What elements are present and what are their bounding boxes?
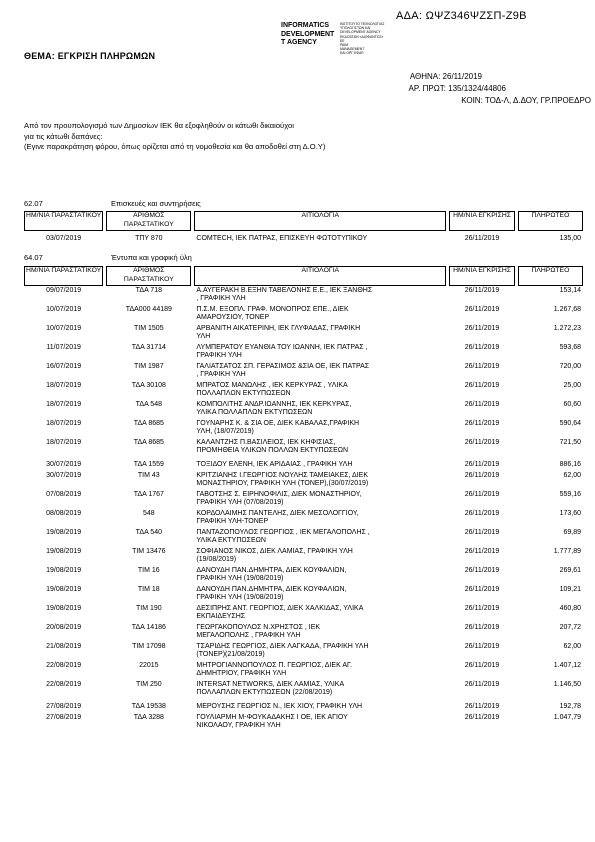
cell-approval-date: 26/11/2019 (464, 703, 500, 710)
cell-description (194, 490, 446, 509)
description-line: ΝΙΚΟΛΑΟΥ, ΓΡΑΦΙΚΗ ΥΛΗ (196, 722, 281, 730)
cell-description (194, 438, 446, 457)
description-line: , ΓΡΑΦΙΚΗ ΥΛΗ (196, 295, 246, 303)
cell-approval-date: 26/11/2019 (464, 420, 500, 427)
cell-invoice-number: 548 (142, 510, 155, 517)
description-line: ΓΟΥΝΑΡΗΣ Κ. & ΣΙΑ ΟΕ, ΔΙΕΚ ΚΑΒΑΛΑΣ,ΓΡΑΦΙΚΗ (196, 420, 360, 427)
cell-invoice-date: 19/08/2019 (46, 605, 82, 612)
cell-invoice-number: ΤΠΥ 870 (135, 235, 163, 242)
description-line: ΤΣΑΡΙΔΗΣ ΓΕΩΡΓΙΟΣ, ΔΙΕΚ ΛΑΓΚΑΔΑ, ΓΡΑΦΙΚΗ ΥΛΗ (196, 643, 369, 650)
table-header-row (24, 266, 583, 286)
org-small-text (340, 22, 384, 56)
cell-invoice-number: ΤΙΜ 190 (135, 605, 162, 612)
protocol-number: ΑΡ. ΠΡΩΤ: 135/1324/44806 (408, 84, 506, 93)
cell-approval-date: 26/11/2019 (464, 605, 500, 612)
cell-amount: 60,60 (563, 401, 581, 408)
table-row (24, 457, 583, 471)
recipients-cc: ΚΟΙΝ: ΤΟΔ-Λ, Δ.ΔΟΥ, ΓΡ.ΠΡΟΕΔΡΟ (461, 96, 591, 105)
column-header-amount: ΠΛΗΡΩΤΕΟ (518, 211, 583, 231)
table-row (24, 661, 583, 680)
description-line: ΓΡΑΦΙΚΗ ΥΛΗ (19/08/2019) (196, 575, 284, 583)
column-header-description: ΑΙΤΙΟΛΟΓΙΑ (194, 211, 446, 231)
cell-invoice-number: ΤΔΑ 3288 (133, 714, 164, 721)
cell-description (194, 471, 446, 490)
cell-invoice-number: ΤΔΑ 19538 (131, 703, 166, 710)
table-row (24, 231, 583, 245)
intro-line: (Εγινε παρακράτηση φόρου, όπως ορίζεται από τη νομοθεσία και θα αποδοθεί στη Δ.Ο.Υ) (24, 142, 326, 151)
description-line: ΔΕΣΙΠΡΗΣ ΑΝΤ. ΓΕΩΡΓΙΟΣ, ΔΙΕΚ ΧΑΛΚΙΔΑΣ, ΥΛΙΚΑ (196, 605, 364, 612)
column-header-invoice: ΑΡΙΘΜΟΣ ΠΑΡΑΣΤΑΤΙΚΟΥ (106, 266, 191, 286)
cell-amount: 1.146,50 (553, 681, 581, 688)
column-header-date: ΗΜ/ΝΙΑ ΠΑΡΑΣΤΑΤΙΚΟΥ (24, 266, 103, 286)
table-row (24, 490, 583, 509)
cell-invoice-date: 03/07/2019 (46, 235, 82, 242)
description-line: ΚΑΛΑΝΤΖΗΣ Π.ΒΑΣΙΛΕΙΟΣ, ΙΕΚ ΚΗΦΙΣΙΑΣ, (196, 439, 336, 446)
description-line: ΓΡΑΦΙΚΗ ΥΛΗ (19/08/2019) (196, 594, 284, 602)
description-line: ΚΟΡΔΟΛΑΙΜΗΣ ΠΑΝΤΕΛΗΣ, ΔΙΕΚ ΜΕΣΟΛΟΓΓΙΟΥ, (196, 510, 359, 517)
intro-line: Από τον προυπολογισμό των Δημοσίων ΙΕΚ θα εξοφληθούν οι κάτωθι δικαιούχοι (24, 121, 294, 130)
table-row (24, 699, 583, 713)
cell-invoice-number: ΤΙΜ 18 (137, 586, 160, 593)
description-line: ΥΛΙΚΑ ΠΟΛΛΑΠΛΩΝ ΕΚΤΥΠΩΣΕΩΝ (196, 409, 313, 417)
cell-invoice-date: 22/08/2019 (46, 681, 82, 688)
table-row (24, 713, 583, 732)
org-small-line: ΚΑΙ ΟΡΓ ΕΦΑΡ. (340, 51, 365, 56)
cell-invoice-number: ΤΙΜ 17098 (132, 643, 166, 650)
table-header-row (24, 211, 583, 231)
cell-amount: 593,68 (559, 344, 581, 351)
cell-approval-date: 26/11/2019 (464, 491, 500, 498)
cell-invoice-number: ΤΔΑ 718 (135, 287, 162, 294)
cell-invoice-number: ΤΔΑ 1559 (133, 461, 164, 468)
description-line: (19/08/2019) (196, 556, 237, 564)
cell-amount: 1.267,68 (553, 306, 581, 313)
cell-amount: 69,89 (563, 529, 581, 536)
cell-invoice-date: 27/08/2019 (46, 703, 82, 710)
table-row (24, 419, 583, 438)
description-line: ΜΗΤΡΟΓΙΑΝΝΟΠΟΥΛΟΣ Π. ΓΕΩΡΓΙΟΣ, ΔΙΕΚ ΑΓ. (196, 662, 353, 669)
cell-approval-date: 26/11/2019 (464, 567, 500, 574)
description-line: ΥΛΗ (196, 333, 211, 341)
cell-description (194, 699, 446, 713)
intro-paragraph (24, 121, 584, 153)
cell-invoice-number: ΤΙΜ 250 (135, 681, 162, 688)
table-row (24, 566, 583, 585)
payments-table (24, 211, 583, 245)
table-row (24, 381, 583, 400)
intro-line: για τις κάτωθι δαπάνες: (24, 131, 103, 141)
description-line: ΜΠΡΑΤΟΣ ΜΑΝΩΛΗΣ , ΙΕΚ ΚΕΡΚΥΡΑΣ , ΥΛΙΚΑ (196, 382, 348, 389)
description-line: (ΤΟΝΕΡ)(21/08/2019) (196, 651, 265, 659)
org-small-line: ΙΝΣΤΙΤΟΥΤΟ ΤΕΧΝΟΛΟΓΙΑΣ (340, 22, 385, 26)
description-line: ΣΟΦΙΑΝΟΣ ΝΙΚΟΣ, ΔΙΕΚ ΛΑΜΙΑΣ, ΓΡΑΦΙΚΗ ΥΛΗ (196, 548, 353, 555)
cell-amount: 207,72 (559, 624, 581, 631)
cell-description (194, 400, 446, 419)
cell-invoice-number: ΤΙΜ 43 (137, 472, 160, 479)
cell-approval-date: 26/11/2019 (464, 510, 500, 517)
cell-description (194, 623, 446, 642)
column-header-description: ΑΙΤΙΟΛΟΓΙΑ (194, 266, 446, 286)
description-line: ΑΜΑΡΟΥΣΙΟΥ, ΤΟΝΕΡ (196, 314, 270, 322)
cell-invoice-number: ΤΔΑ000 44189 (125, 306, 172, 313)
cell-description (194, 343, 446, 362)
description-line: ΠΑΝΤΑΖΟΠΟΥΛΟΣ ΓΕΩΡΓΙΟΣ , ΙΕΚ ΜΕΓΑΛΟΠΟΛΗΣ , (196, 529, 370, 536)
cell-amount: 1.047,79 (553, 714, 581, 721)
cell-approval-date: 26/11/2019 (464, 529, 500, 536)
cell-amount: 25,00 (563, 382, 581, 389)
cell-approval-date: 26/11/2019 (464, 325, 500, 332)
org-line: T AGENCY (281, 39, 317, 46)
cell-invoice-number: ΤΙΜ 13476 (132, 548, 166, 555)
table-row (24, 547, 583, 566)
cell-invoice-number: ΤΔΑ 31714 (131, 344, 166, 351)
cell-invoice-number: ΤΔΑ 1767 (133, 491, 164, 498)
org-small-line: PAIM (340, 43, 349, 48)
description-line: ΠΡΟΜΗΘΕΙΑ ΥΛΙΚΩΝ ΠΟΛΛΩΝ ΕΚΤΥΠΩΣΕΩΝ (196, 447, 349, 455)
description-line: INTERSAT NETWORKS, ΔΙΕΚ ΛΑΜΙΑΣ, ΥΛΙΚΑ (196, 681, 345, 688)
table-row (24, 438, 583, 457)
org-logo-text (281, 22, 334, 48)
cell-approval-date: 26/11/2019 (464, 586, 500, 593)
table-row (24, 509, 583, 528)
cell-approval-date: 26/11/2019 (464, 643, 500, 650)
column-header-amount: ΠΛΗΡΩΤΕΟ (518, 266, 583, 286)
cell-description (194, 528, 446, 547)
org-small-line: ΥΠΟΛΟΓΙΣΤΩΝ ΚΑΙ (340, 26, 371, 31)
section-title: Επισκευές και συντηρήσεις (111, 199, 201, 208)
cell-description (194, 713, 446, 732)
table-row (24, 680, 583, 699)
cell-description (194, 286, 446, 305)
cell-invoice-number: ΤΔΑ 30108 (131, 382, 166, 389)
description-line: ΛΥΜΠΕΡΑΤΟΥ ΕΥΑΝΘΙΑ ΤΟΥ ΙΩΑΝΝΗ, ΙΕΚ ΠΑΤΡΑΣ , (196, 344, 368, 351)
cell-invoice-number: ΤΔΑ 8685 (133, 439, 164, 446)
cell-approval-date: 26/11/2019 (464, 714, 500, 721)
org-line: INFORMATICS (281, 22, 330, 29)
description-line: ΥΛΗ, (18/07/2019) (196, 428, 254, 436)
column-header-date: ΗΜ/ΝΙΑ ΠΑΡΑΣΤΑΤΙΚΟΥ (24, 211, 103, 231)
cell-approval-date: 26/11/2019 (464, 363, 500, 370)
cell-description (194, 509, 446, 528)
cell-invoice-date: 19/08/2019 (46, 567, 82, 574)
cell-invoice-date: 30/07/2019 (46, 461, 82, 468)
cell-invoice-number: ΤΔΑ 14186 (131, 624, 166, 631)
cell-invoice-date: 18/07/2019 (46, 420, 82, 427)
cell-description (194, 457, 446, 471)
table-row (24, 400, 583, 419)
cell-invoice-date: 27/08/2019 (46, 714, 82, 721)
cell-description (194, 305, 446, 324)
cell-description (194, 661, 446, 680)
cell-invoice-date: 20/08/2019 (46, 624, 82, 631)
cell-approval-date: 26/11/2019 (464, 681, 500, 688)
table-row (24, 471, 583, 490)
cell-amount: 721,50 (559, 439, 581, 446)
table-row (24, 324, 583, 343)
cell-invoice-number: ΤΙΜ 16 (137, 567, 160, 574)
cell-approval-date: 26/11/2019 (464, 401, 500, 408)
table-row (24, 362, 583, 381)
cell-approval-date: 26/11/2019 (464, 235, 500, 242)
cell-invoice-date: 19/08/2019 (46, 529, 82, 536)
cell-amount: 192,78 (559, 703, 581, 710)
description-line: Α.ΑΥΓΕΡΑΚΗ Β.ΕΞΗΝ ΤΑΒΕΛΟΝΗΣ Ε.Ε., ΙΕΚ ΞΑΝΘΗΣ (196, 287, 373, 294)
cell-invoice-date: 11/07/2019 (46, 344, 81, 351)
cell-amount: 590,64 (559, 420, 581, 427)
section-title: Έντυπα και γραφική ύλη (111, 253, 192, 262)
org-small-line: DEVELOPMENT AGENCY (340, 30, 381, 35)
column-header-approval: ΗΜ/ΝΙΑ ΕΓΚΡΙΣΗΣ (449, 266, 514, 286)
description-line: ΓΡΑΦΙΚΗ ΥΛΗ (07/08/2019) (196, 499, 284, 507)
cell-amount: 62,00 (563, 643, 581, 650)
org-small-line: ΕΕ (340, 38, 345, 43)
cell-invoice-date: 18/07/2019 (46, 401, 82, 408)
cell-amount: 135,00 (559, 235, 581, 242)
cell-approval-date: 26/11/2019 (464, 306, 500, 313)
description-line: ΠΟΛΛΑΠΛΩΝ ΕΚΤΥΠΩΣΕΩΝ (22/08/2019) (196, 689, 333, 697)
cell-invoice-number: ΤΔΑ 540 (135, 529, 162, 536)
cell-invoice-date: 30/07/2019 (46, 472, 82, 479)
cell-approval-date: 26/11/2019 (464, 461, 500, 468)
cell-invoice-date: 19/08/2019 (46, 586, 82, 593)
org-small-line: ΕΚΔΟΣΕΩΝ «ΔΙΟΦΑΝΤΟΣ» (340, 34, 384, 39)
cell-approval-date: 26/11/2019 (464, 287, 500, 294)
cell-approval-date: 26/11/2019 (464, 662, 500, 669)
description-line: ΠΟΛΛΑΠΛΩΝ ΕΚΤΥΠΩΣΕΩΝ (196, 390, 291, 398)
ada-code: ΑΔΑ: ΩΨΖ346ΨΖΣΠ-Ζ9Β (396, 10, 527, 22)
description-line: ΜΕΡΟΥΣΗΣ ΓΕΩΡΓΙΟΣ Ν., ΙΕΚ ΧΙΟΥ, ΓΡΑΦΙΚΗ ΥΛΗ (196, 703, 363, 710)
table-row (24, 623, 583, 642)
org-small-line: MANAGEMENT (340, 47, 365, 52)
cell-approval-date: 26/11/2019 (464, 344, 500, 351)
cell-amount: 886,16 (559, 461, 581, 468)
cell-invoice-date: 10/07/2019 (46, 306, 82, 313)
document-subject: ΘΕΜΑ: ΕΓΚΡΙΣΗ ΠΛΗΡΩΜΩΝ (24, 51, 156, 61)
cell-invoice-number: ΤΔΑ 548 (135, 401, 162, 408)
cell-amount: 153,14 (559, 287, 581, 294)
cell-invoice-date: 18/07/2019 (46, 439, 82, 446)
description-line: ΓΕΩΡΓΑΚΟΠΟΥΛΟΣ Ν.ΧΡΗΣΤΟΣ , ΙΕΚ (196, 624, 321, 631)
cell-description (194, 231, 446, 245)
cell-invoice-number: ΤΙΜ 1987 (134, 363, 164, 370)
table-row (24, 604, 583, 623)
cell-description (194, 362, 446, 381)
cell-amount: 559,16 (559, 491, 581, 498)
payments-table (24, 266, 583, 732)
cell-description (194, 642, 446, 661)
cell-description (194, 680, 446, 699)
description-line: ΑΡΒΑΝΙΤΗ ΑΙΚΑΤΕΡΙΝΗ, ΙΕΚ ΓΛΥΦΑΔΑΣ, ΓΡΑΦΙΚΗ (196, 325, 361, 332)
description-line: COMTECH, ΙΕΚ ΠΑΤΡΑΣ, ΕΠΙΣΚΕΥΗ ΦΩΤΟΤΥΠΙΚΟΥ (196, 235, 368, 242)
cell-invoice-date: 19/08/2019 (46, 548, 82, 555)
description-line: ΓΟΥΛΙΑΡΜΗ Μ-ΦΟΥΚΑΔΑΚΗΣ Ι ΟΕ, ΙΕΚ ΑΓΙΟΥ (196, 714, 348, 721)
description-line: ΥΛΙΚΑ ΕΚΤΥΠΩΣΕΩΝ (196, 537, 266, 545)
description-line: ΤΟΞΙΔΟΥ ΕΛΕΝΗ, ΙΕΚ ΑΡΙΔΑΙΑΣ , ΓΡΑΦΙΚΗ ΥΛΗ (196, 461, 353, 468)
cell-invoice-number: ΤΔΑ 8685 (133, 420, 164, 427)
cell-amount: 720,00 (559, 363, 581, 370)
description-line: ΓΡΑΦΙΚΗ ΥΛΗ-ΤΟΝΕΡ (196, 518, 269, 526)
description-line: ΓΑΛΙΑΤΣΑΤΟΣ ΣΠ. ΓΕΡΑΣΙΜΟΣ &ΣΙΑ ΟΕ, ΙΕΚ ΠΑΤΡΑΣ (196, 363, 370, 370)
column-header-approval: ΗΜ/ΝΙΑ ΕΓΚΡΙΣΗΣ (449, 211, 514, 231)
cell-approval-date: 26/11/2019 (464, 472, 500, 479)
description-line: ΜΟΝΑΣΤΗΡΙΟΥ, ΓΡΑΦΙΚΗ ΥΛΗ (ΤΟΝΕΡ),(30/07/2019) (196, 480, 369, 488)
cell-approval-date: 26/11/2019 (464, 624, 500, 631)
org-line: DEVELOPMENT (281, 30, 335, 38)
cell-invoice-number: 22015 (139, 662, 159, 669)
table-row (24, 642, 583, 661)
table-row (24, 286, 583, 305)
description-line: ΔΑΝΟΥΔΗ ΠΑΝ.ΔΗΜΗΤΡΑ, ΔΙΕΚ ΚΟΥΦΑΛΙΩΝ, (196, 586, 347, 593)
section-code: 64.07 (24, 253, 43, 262)
cell-amount: 173,60 (559, 510, 581, 517)
cell-approval-date: 26/11/2019 (464, 382, 500, 389)
description-line: ΔΗΜΗΤΡΙΟΥ, ΓΡΑΦΙΚΗ ΥΛΗ (196, 670, 287, 678)
cell-description (194, 547, 446, 566)
cell-description (194, 566, 446, 585)
cell-description (194, 604, 446, 623)
cell-amount: 1.407,12 (553, 662, 581, 669)
description-line: ΕΚΠΑΙΔΕΥΣΗΣ (196, 613, 246, 621)
cell-invoice-number: ΤΙΜ 1505 (134, 325, 164, 332)
cell-invoice-date: 22/08/2019 (46, 662, 82, 669)
cell-invoice-date: 09/07/2019 (46, 287, 82, 294)
document-date: ΑΘΗΝΑ: 26/11/2019 (409, 72, 482, 81)
cell-amount: 1.272,23 (553, 325, 581, 332)
cell-approval-date: 26/11/2019 (464, 439, 500, 446)
cell-description (194, 324, 446, 343)
column-header-invoice: ΑΡΙΘΜΟΣ ΠΑΡΑΣΤΑΤΙΚΟΥ (106, 211, 191, 231)
cell-invoice-date: 18/07/2019 (46, 382, 82, 389)
cell-description (194, 419, 446, 438)
description-line: ΓΑΒΟΤΣΗΣ Σ. ΕΙΡΗΝΟΦΙΛΙΣ, ΔΙΕΚ ΜΟΝΑΣΤΗΡΙΟΥ, (196, 491, 362, 498)
cell-description (194, 585, 446, 604)
cell-approval-date: 26/11/2019 (464, 548, 500, 555)
description-line: , ΓΡΑΦΙΚΗ ΥΛΗ (196, 371, 246, 379)
cell-invoice-date: 10/07/2019 (46, 325, 82, 332)
cell-invoice-date: 08/08/2019 (46, 510, 82, 517)
cell-invoice-date: 07/08/2019 (46, 491, 82, 498)
cell-invoice-date: 21/08/2019 (46, 643, 82, 650)
cell-invoice-date: 16/07/2019 (46, 363, 82, 370)
section-code: 62.07 (24, 199, 43, 208)
description-line: ΚΡΙΤΖΙΑΝΗΣ Ι.ΓΕΩΡΓΙΟΣ ΝΟΥΛΗΣ ΤΑΜΕΙΑΚΕΣ, ΔΙΕΚ (196, 472, 369, 479)
cell-amount: 269,61 (559, 567, 581, 574)
cell-amount: 460,80 (559, 605, 581, 612)
cell-amount: 109,21 (559, 586, 581, 593)
description-line: ΚΟΜΠΟΛΙΤΗΣ ΑΝΔΡ.ΙΩΑΝΝΗΣ, ΙΕΚ ΚΕΡΚΥΡΑΣ, (196, 401, 352, 408)
description-line: ΜΕΓΑΛΟΠΟΛΗΣ , ΓΡΑΦΙΚΗ ΥΛΗ (196, 632, 301, 640)
table-row (24, 585, 583, 604)
table-row (24, 343, 583, 362)
description-line: ΔΑΝΟΥΔΗ ΠΑΝ.ΔΗΜΗΤΡΑ, ΔΙΕΚ ΚΟΥΦΑΛΙΩΝ, (196, 567, 347, 574)
cell-amount: 1.777,89 (553, 548, 581, 555)
description-line: ΓΡΑΦΙΚΗ ΥΛΗ (196, 352, 242, 360)
description-line: Π.Σ.Μ. ΕΞΟΠΛ. ΓΡΑΦ. ΜΟΝΟΠΡΟΣ ΕΠΕ., ΔΙΕΚ (196, 306, 349, 313)
cell-amount: 62,00 (563, 472, 581, 479)
table-row (24, 305, 583, 324)
table-row (24, 528, 583, 547)
cell-description (194, 381, 446, 400)
